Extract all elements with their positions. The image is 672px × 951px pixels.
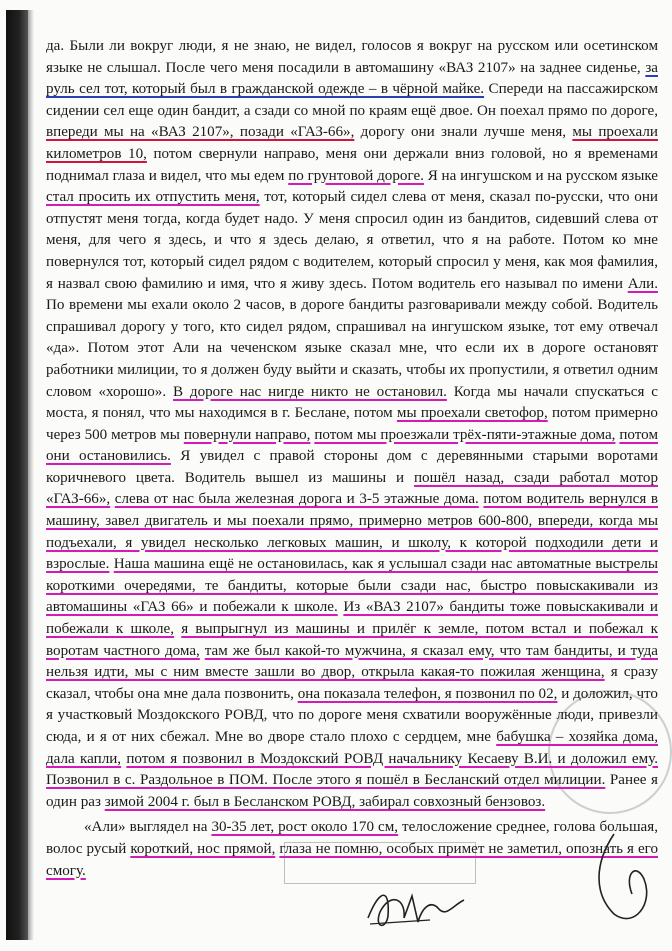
highlighted-segment: по грунтовой дороге. — [288, 167, 424, 184]
highlighted-segment: за руль сел тот, который был в гражданской одежде – в чёрной майке. — [46, 59, 658, 98]
signature-icon — [360, 878, 470, 938]
text-segment: По времени мы ехали около 2 часов, в дороге бандиты разговаривали между собой. Водитель спрашивал дорогу у того, кто сидел рядом, спрашивал на ингушском языке, тот ему отвечал «да». Потом этот Али на чеченском языке сказал мне, что если их в дороге остановят работники милиции, то я должен буду выйти и сказать, чтобы их пропустили, я ответил одним словом «хорошо». — [46, 297, 658, 400]
text-segment: Когда мы начали спускаться с моста, я понял, что мы находимся в г. Беслане, потом — [46, 383, 658, 422]
highlighted-segment: потом мы проезжали трёх-пяти-этажные дома, — [314, 426, 616, 443]
highlighted-segment: слева от нас была железная дорога и 3-5 этажные дома. — [114, 491, 479, 508]
highlighted-segment: короткий, нос прямой, — [130, 840, 276, 857]
highlighted-segment: пошёл назад, сзади работал мотор «ГАЗ-66», — [46, 469, 658, 508]
highlighted-segment: зимой 2004 г. был в Бесланском РОВД, забирал совхозный бензовоз. — [104, 793, 546, 810]
highlighted-segment: я выпрыгнул из машины и прилёг к земле, потом встал и побежал к воротам частного дома, — [46, 621, 658, 659]
highlighted-segment: Наша машина ещё не остановилась, как я услышал сзади нас автоматные выстрелы короткими очередями, те бандиты, которые были сзади нас, быстро повыскакивали из автомашины «ГАЗ 66» и побежали к школе. — [46, 556, 658, 616]
highlighted-segment: потом водитель вернулся в машину, завел двигатель и мы поехали прямо, примерно метров 600-800, впереди, когда мы подъехали, я увидел несколько легковых машин, и школу, к которой подходили дети и взрослые. — [46, 491, 659, 573]
text-segment: потом свернули направо, меня они держали вниз головой, но я временами поднимал глаза и видел, что мы едем — [46, 145, 658, 184]
text-segment: и доложил, что я участковый Моздокского РОВД, что по дороге меня схватили вооружённые люди, привезли сюда, и я от них сбежал. Мне во дворе стало плохо с сердцем, мне — [46, 685, 658, 745]
text-segment: потом примерно через 500 метров мы — [46, 405, 658, 443]
highlighted-segment: мы проехали километров 10, — [46, 124, 658, 162]
highlighted-segment: 30-35 лет, рост около 170 см, — [211, 819, 399, 836]
highlighted-segment: она показала телефон, я позвонил по 02, — [297, 685, 558, 702]
text-segment: Я увидел с правой стороны дом с деревянными старыми воротами коричневого цвета. Водитель вышел из машины и — [46, 448, 658, 486]
highlighted-segment: мы проехали светофор, — [396, 405, 548, 422]
text-segment: дорогу они знали лучше меня, — [360, 124, 567, 141]
paragraph-main — [46, 36, 658, 813]
highlighted-segment: повернули направо, — [183, 426, 311, 443]
text-segment: Я на ингушском и на русском языке — [427, 167, 659, 184]
highlighted-segment: стал просить их отпустить меня, — [46, 189, 260, 206]
highlighted-segment: глаза не помню, особых примет не заметил, опознать я его смогу. — [46, 840, 658, 879]
highlighted-segment: В дороге нас нигде никто не остановил. — [172, 383, 447, 400]
highlighted-segment: потом они остановились. — [46, 426, 658, 465]
text-segment: Спереди на пассажирском сидении сел еще один бандит, а сзади со мной по краям ещё двое. Он поехал прямо по дороге, — [46, 81, 658, 119]
text-segment: «Али» выглядел на — [84, 819, 208, 836]
text-segment: я сразу сказал, чтобы она мне дала позвонить, — [46, 664, 658, 702]
text-segment: Ранее я один раз — [46, 772, 658, 810]
highlighted-segment: впереди мы на «ВАЗ 2107», позади «ГАЗ-66», — [46, 124, 355, 141]
text-segment: телосложение среднее, голова большая, волос русый — [46, 819, 658, 857]
margin-signature-icon — [584, 824, 664, 934]
highlighted-segment: Из «ВАЗ 2107» бандиты тоже повыскакивали и побежали к школе, — [46, 599, 659, 638]
highlighted-segment: потом я позвонил в Моздокский РОВД начальнику Кесаеву В.И. и доложил ему. Позвонил в с. Раздольное в ПОМ. После этого я пошёл в Бесланский отдел милиции. — [46, 750, 658, 789]
testimony-text — [46, 36, 658, 882]
text-segment: да. Были ли вокруг люди, я не знаю, не видел, голосов я вокруг на русском или осетинском языке не слышал. После чего меня посадили в автомашину «ВАЗ 2107» на заднее сиденье, — [46, 38, 658, 76]
highlighted-segment: там же был какой-то мужчина, я сказал ему, что там бандиты, и туда нельзя идти, мы с ним вместе зашли во двор, открыла какая-то пожилая женщина, — [46, 642, 658, 681]
binding-strip — [6, 10, 28, 940]
paragraph-description — [46, 817, 658, 882]
highlighted-segment: бабушка – хозяйка дома, дала капли, — [46, 729, 658, 767]
highlighted-segment: Али. — [627, 275, 658, 292]
text-segment: тот, который сидел слева от меня, сказал по-русски, что они отпустят меня тогда, когда будет надо. У меня спросил один из бандитов, сидевший слева от меня, для чего я здесь, и что я здесь делаю, я ответил, что я на работе. Потом ко мне повернулся тот, который сидел рядом с водителем, который спросил у меня, как моя фамилия, я назвал свою фамилию и имя, что я живу здесь. Потом водитель его называл по имени — [46, 189, 658, 292]
